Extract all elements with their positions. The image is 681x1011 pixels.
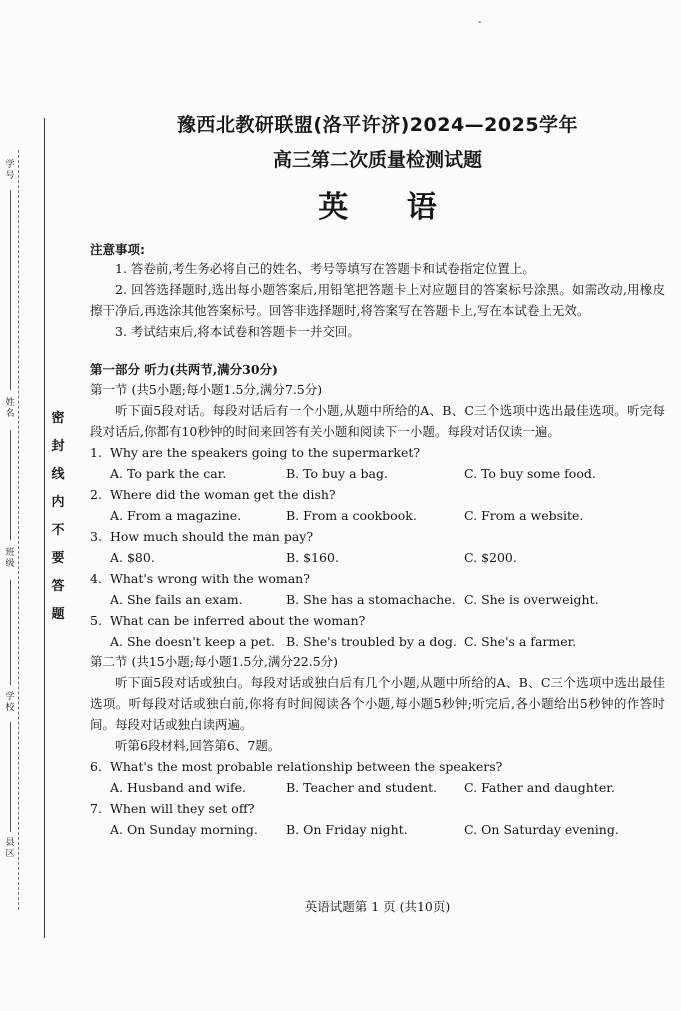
question-options [90,819,665,840]
part1-heading: 第一部分 听力(共两节,满分30分) [90,362,278,377]
seal-char: 不 [51,523,65,538]
section2-instruction: 听下面5段对话或独白。每段对话或独白后有几个小题,从题中所给的A、B、C三个选项中选出最佳选项。听每段对话或独白前,你将有时间阅读各个小题,每小题5秒钟;听完后,各小题给出5秒钟的作答时间。每段对话或独白读两遍。 [90,675,665,732]
option-c: C. On Saturday evening. [464,822,619,837]
question-text: What's wrong with the woman? [110,571,310,586]
seal-notice [49,405,67,629]
seal-char: 要 [51,551,65,566]
material-note: 听第6段材料,回答第6、7题。 [115,738,281,753]
question [90,526,665,547]
field-district: 县区 [5,838,15,859]
question [90,568,665,589]
question [90,484,665,505]
seal-char: 答 [51,579,65,594]
option-b: B. She's troubled by a dog. [286,634,457,649]
exam-title-line2: 高三第二次质量检测试题 [272,149,482,171]
question [90,610,665,631]
notice-item: 3. 考试结束后,将本试卷和答题卡一并交回。 [115,324,360,339]
question-number: 1. [90,445,102,460]
field-school: 学校 [5,692,15,713]
question-text: What can be inferred about the woman? [110,613,366,628]
field-student-id: 学号 [5,160,15,181]
question-options [90,777,665,798]
subject-title: 英 语 [318,190,461,225]
option-a: A. $80. [110,550,155,565]
question-number: 7. [90,801,102,816]
question [90,442,665,463]
question-options [90,589,665,610]
field-name: 姓名 [5,398,15,419]
question-text: Why are the speakers going to the supermarket? [110,445,421,460]
binding-margin [0,0,90,1011]
question-list [90,756,665,840]
field-underline [10,190,11,390]
option-b: B. To buy a bag. [286,466,388,481]
option-b: B. From a cookbook. [286,508,417,523]
option-a: A. On Sunday morning. [110,822,258,837]
option-a: A. She doesn't keep a pet. [110,634,275,649]
question-number: 4. [90,571,102,586]
question [90,756,665,777]
option-b: B. Teacher and student. [286,780,438,795]
question-text: What's the most probable relationship between the speakers? [110,759,503,774]
exam-title-line1: 豫西北教研联盟(洛平许济)2024—2025学年 [176,114,579,136]
question-list [90,442,665,652]
option-a: A. She fails an exam. [110,592,243,607]
option-c: C. To buy some food. [464,466,596,481]
question-text: When will they set off? [110,801,255,816]
question-options [90,463,665,484]
question-number: 2. [90,487,102,502]
field-class: 班级 [5,548,15,569]
exam-content [90,100,665,840]
seal-char: 密 [51,411,65,426]
field-underline [10,722,11,832]
question-number: 3. [90,529,102,544]
option-c: C. She is overweight. [464,592,599,607]
question-text: Where did the woman get the dish? [110,487,336,502]
question-options [90,631,665,652]
dashed-cut-line [18,150,19,910]
section1-instruction: 听下面5段对话。每段对话后有一个小题,从题中所给的A、B、C三个选项中选出最佳选项。听完每段对话后,你都有10秒钟的时间来回答有关小题和阅读下一小题。每段对话仅读一遍。 [90,403,665,439]
field-underline [10,430,11,540]
seal-char: 线 [51,467,65,482]
section2-heading: 第二节 (共15小题;每小题1.5分,满分22.5分) [90,654,339,669]
question-options [90,547,665,568]
notice-heading: 注意事项: [90,242,145,257]
option-b: B. $160. [286,550,339,565]
option-a: A. From a magazine. [110,508,242,523]
option-c: C. Father and daughter. [464,780,615,795]
seal-char: 封 [51,439,65,454]
notice-item: 2. 回答选择题时,选出每小题答案后,用铅笔把答题卡上对应题目的答案标号涂黑。如需改动,用橡皮擦干净后,再选涂其他答案标号。回答非选择题时,将答案写在答题卡上,写在本试卷上无效。 [90,282,665,318]
option-b: B. She has a stomachache. [286,592,456,607]
question-text: How much should the man pay? [110,529,314,544]
option-b: B. On Friday night. [286,822,408,837]
option-c: C. She's a farmer. [464,634,577,649]
notice-item: 1. 答卷前,考生务必将自己的姓名、考号等填写在答题卡和试卷指定位置上。 [115,261,535,276]
page-footer: 英语试题第 1 页 (共10页) [304,899,451,914]
question-number: 6. [90,759,102,774]
option-c: C. $200. [464,550,517,565]
top-mark: - [478,17,482,28]
option-a: A. To park the car. [110,466,227,481]
field-underline [10,580,11,685]
question [90,798,665,819]
binding-line [44,118,45,938]
seal-char: 内 [51,495,65,510]
section1-heading: 第一节 (共5小题;每小题1.5分,满分7.5分) [90,382,323,397]
option-a: A. Husband and wife. [110,780,246,795]
seal-char: 题 [51,607,65,622]
question-number: 5. [90,613,102,628]
option-c: C. From a website. [464,508,584,523]
question-options [90,505,665,526]
